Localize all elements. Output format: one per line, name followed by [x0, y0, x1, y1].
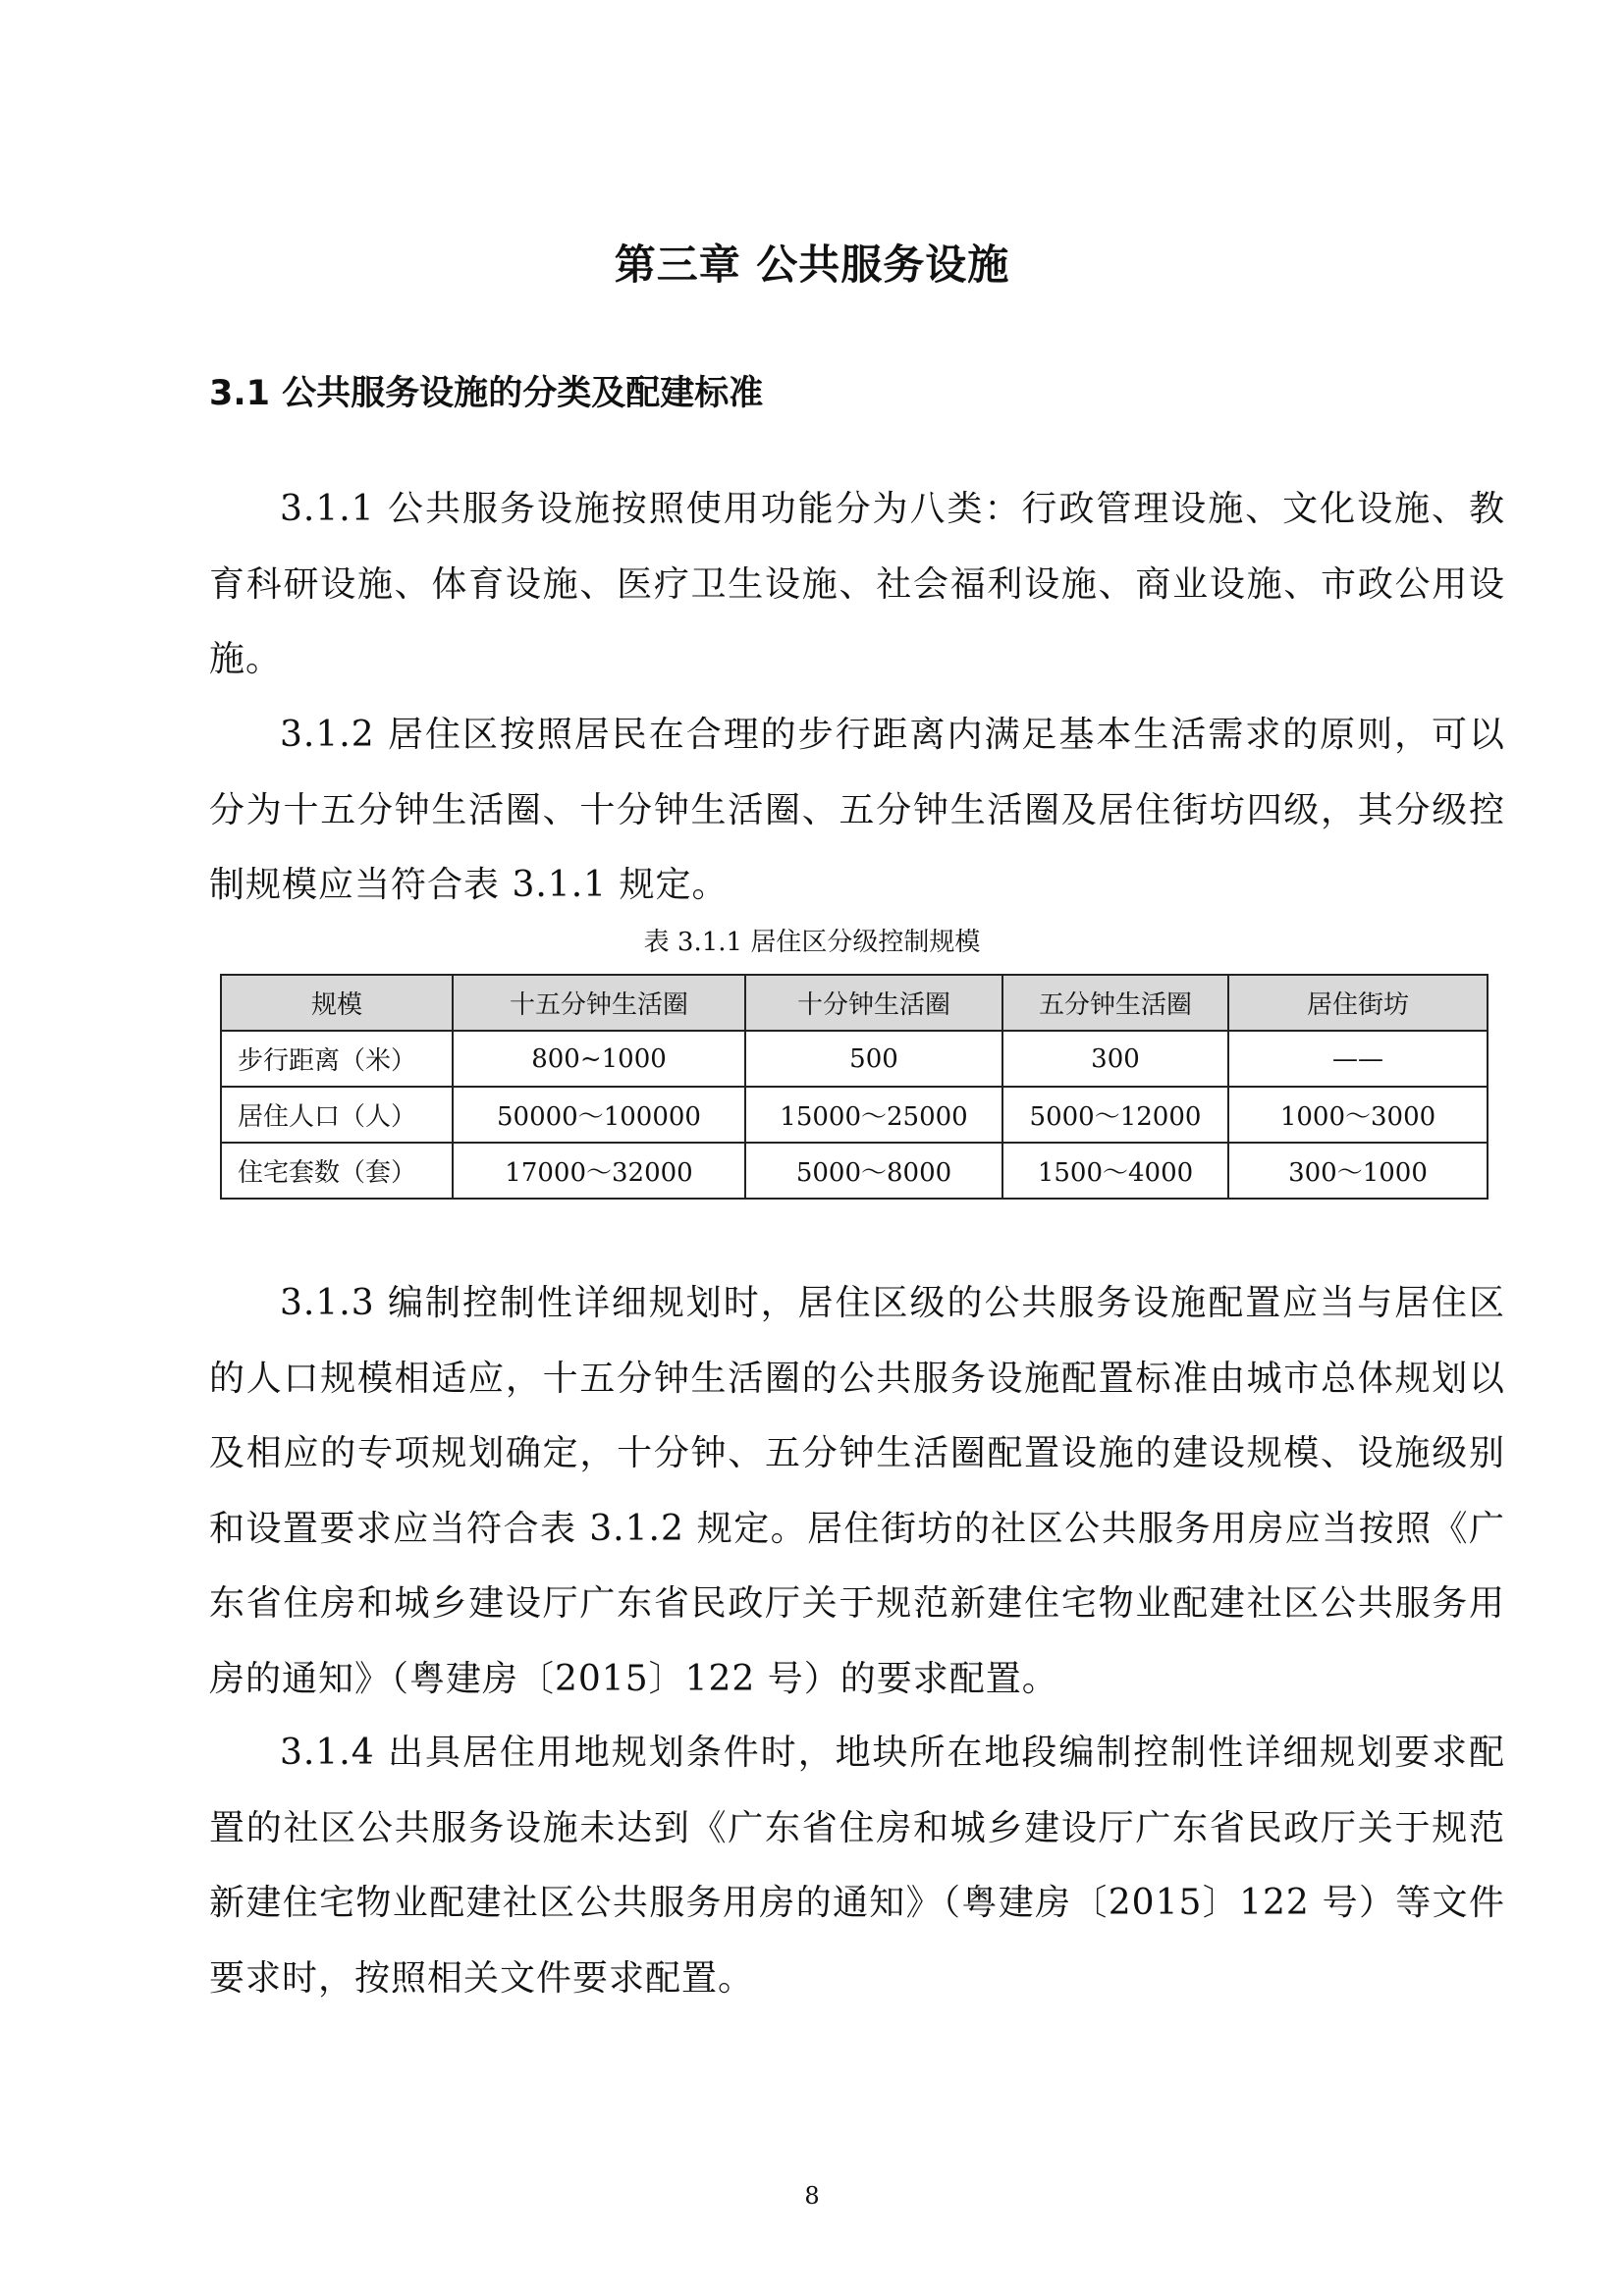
table-header-cell: 居住街坊 [1228, 975, 1488, 1031]
table-cell: 1000～3000 [1228, 1087, 1488, 1143]
table-row [221, 1087, 1488, 1143]
table-cell: 500 [745, 1031, 1002, 1087]
table-header-row [221, 975, 1488, 1031]
table-header-cell: 五分钟生活圈 [1002, 975, 1228, 1031]
table-cell: 17000～32000 [453, 1143, 745, 1199]
chapter-title: 第三章 公共服务设施 [614, 240, 1010, 289]
table-row [221, 1031, 1488, 1087]
residential-scale-table [220, 974, 1489, 1200]
table-header-cell: 规模 [221, 975, 453, 1031]
row-label: 居住人口（人） [221, 1087, 453, 1143]
page-number: 8 [804, 2182, 820, 2210]
paragraph-3-1-4: 3.1.4 出具居住用地规划条件时，地块所在地段编制控制性详细规划要求配置的社区公共服务设施未达到《广东省住房和城乡建设厅广东省民政厅关于规范新建住宅物业配建社区公共服务用房的通知》（粤建房〔2015〕122 号）等文件要求时，按照相关文件要求配置。 [209, 1733, 1505, 1999]
row-label: 步行距离（米） [221, 1031, 453, 1087]
table-cell: 1500～4000 [1002, 1143, 1228, 1199]
table-cell: 50000～100000 [453, 1087, 745, 1143]
section-heading: 3.1 公共服务设施的分类及配建标准 [209, 374, 764, 413]
table-header-cell: 十分钟生活圈 [745, 975, 1002, 1031]
table-cell: 5000～12000 [1002, 1087, 1228, 1143]
table-cell: 300 [1002, 1031, 1228, 1087]
table-caption: 表 3.1.1 居住区分级控制规模 [643, 928, 981, 957]
table-cell: 15000～25000 [745, 1087, 1002, 1143]
paragraph-3-1-3: 3.1.3 编制控制性详细规划时，居住区级的公共服务设施配置应当与居住区的人口规模相适应，十五分钟生活圈的公共服务设施配置标准由城市总体规划以及相应的专项规划确定，十分钟、五分钟生活圈配置设施的建设规模、设施级别和设置要求应当符合表 3.1.2 规定。居住街坊的社区公共服务用房应当按照《广东省住房和城乡建设厅广东省民政厅关于规范新建住宅物业配建社区公共服务用房的通知》（粤建房〔2015〕122 号）的要求配置。 [209, 1283, 1505, 1699]
table-header-cell: 十五分钟生活圈 [453, 975, 745, 1031]
table-cell: 5000～8000 [745, 1143, 1002, 1199]
paragraph-3-1-2: 3.1.2 居住区按照居民在合理的步行距离内满足基本生活需求的原则，可以分为十五分钟生活圈、十分钟生活圈、五分钟生活圈及居住街坊四级，其分级控制规模应当符合表 3.1.1 规定。 [209, 715, 1505, 905]
table-cell: —— [1228, 1031, 1488, 1087]
table-cell: 300～1000 [1228, 1143, 1488, 1199]
row-label: 住宅套数（套） [221, 1143, 453, 1199]
paragraph-3-1-1: 3.1.1 公共服务设施按照使用功能分为八类：行政管理设施、文化设施、教育科研设施、体育设施、医疗卫生设施、社会福利设施、商业设施、市政公用设施。 [209, 489, 1505, 679]
table-cell: 800~1000 [453, 1031, 745, 1087]
table-row [221, 1143, 1488, 1199]
